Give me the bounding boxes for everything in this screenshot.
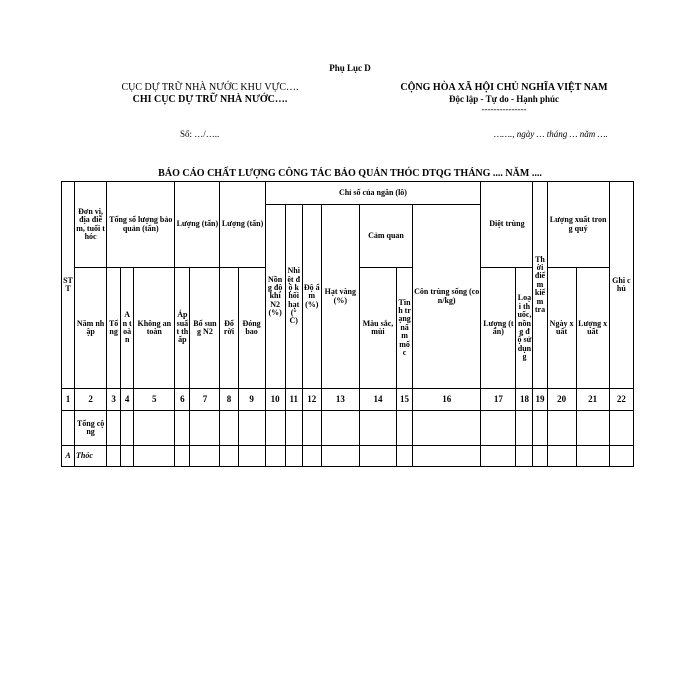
table-cell bbox=[609, 411, 633, 446]
report-title: BÁO CÁO CHẤT LƯỢNG CÔNG TÁC BẢO QUẢN THÓC DTQG THÁNG .... NĂM .... bbox=[158, 168, 542, 179]
header-sensory: Cảm quan bbox=[359, 205, 412, 268]
table-row-a bbox=[62, 446, 634, 467]
national-title: CỘNG HÒA XÃ HỘI CHỦ NGHĨA VIỆT NAM bbox=[400, 82, 608, 93]
column-number: 4 bbox=[121, 389, 134, 411]
table-cell bbox=[220, 446, 238, 467]
table-cell bbox=[302, 446, 321, 467]
table-cell bbox=[238, 446, 265, 467]
header-export-quantity: Lượng xuất bbox=[576, 268, 609, 389]
header-unsafe: Không an toàn bbox=[134, 268, 175, 389]
table-cell bbox=[121, 446, 134, 467]
column-number: 2 bbox=[75, 389, 107, 411]
header-total-storage: Tổng số lượng bảo quản (tấn) bbox=[107, 182, 175, 268]
table-cell bbox=[107, 446, 121, 467]
header-quarterly-export: Lượng xuất trong quý bbox=[547, 182, 609, 268]
header-pest-control: Diệt trùng bbox=[481, 182, 533, 268]
table-cell bbox=[576, 446, 609, 467]
row-total-label: Tổng cộng bbox=[75, 411, 107, 446]
column-number: 9 bbox=[238, 389, 265, 411]
table-cell bbox=[175, 411, 190, 446]
table-cell bbox=[397, 411, 413, 446]
column-number: 20 bbox=[547, 389, 576, 411]
table-cell bbox=[190, 411, 220, 446]
table-cell bbox=[302, 411, 321, 446]
column-number: 12 bbox=[302, 389, 321, 411]
column-number: 8 bbox=[220, 389, 238, 411]
column-number: 11 bbox=[285, 389, 302, 411]
header-unit: Đơn vị, địa điểm, tuổi thóc bbox=[75, 182, 107, 268]
header-pest-quantity: Lượng (tấn) bbox=[481, 268, 516, 389]
header-live-insects: Côn trùng sống (con/kg) bbox=[413, 205, 481, 389]
table-cell bbox=[121, 411, 134, 446]
column-number: 5 bbox=[134, 389, 175, 411]
table-cell bbox=[321, 446, 359, 467]
table-cell bbox=[609, 446, 633, 467]
header-inspection-time: Thời điểm kiểm tra bbox=[533, 182, 547, 389]
national-motto: Độc lập - Tự do - Hạnh phúc bbox=[448, 94, 559, 104]
column-number: 21 bbox=[576, 389, 609, 411]
header-color-smell: Màu sắc, mùi bbox=[359, 268, 396, 389]
header-n2-supplement: Bổ sung N2 bbox=[190, 268, 220, 389]
table-cell bbox=[516, 446, 533, 467]
column-number: 17 bbox=[481, 389, 516, 411]
table-cell bbox=[547, 446, 576, 467]
table-cell bbox=[576, 411, 609, 446]
table-cell bbox=[62, 411, 75, 446]
table-cell bbox=[134, 446, 175, 467]
table-cell bbox=[533, 446, 547, 467]
header-indicators: Chỉ số của ngăn (lô) bbox=[265, 182, 481, 205]
column-number: 16 bbox=[413, 389, 481, 411]
table-cell bbox=[190, 446, 220, 467]
header-moisture: Độ ẩm (%) bbox=[302, 205, 321, 389]
table-cell bbox=[285, 411, 302, 446]
table-cell bbox=[413, 411, 481, 446]
header-stt: STT bbox=[62, 182, 75, 389]
column-number: 13 bbox=[321, 389, 359, 411]
table-row-total bbox=[62, 411, 634, 446]
column-number: 19 bbox=[533, 389, 547, 411]
header-mold-state: Tình trạng nấm mốc bbox=[397, 268, 413, 389]
column-number: 6 bbox=[175, 389, 190, 411]
table-cell bbox=[265, 446, 285, 467]
report-table bbox=[61, 181, 634, 467]
header-total: Tổng bbox=[107, 268, 121, 389]
table-cell bbox=[265, 411, 285, 446]
table-cell bbox=[321, 411, 359, 446]
column-number: 18 bbox=[516, 389, 533, 411]
table-cell bbox=[359, 411, 396, 446]
header-yellow-grain: Hạt vàng (%) bbox=[321, 205, 359, 389]
header-low-pressure: Áp suất thấp bbox=[175, 268, 190, 389]
org-line-2: CHI CỤC DỰ TRỮ NHÀ NƯỚC…. bbox=[132, 94, 288, 105]
column-number: 14 bbox=[359, 389, 396, 411]
table-cell bbox=[516, 411, 533, 446]
header-drug-type: Loại thuốc, nồng độ sử dụng bbox=[516, 268, 533, 389]
table-cell bbox=[413, 446, 481, 467]
document-number: Số: …/….. bbox=[180, 129, 220, 139]
header-year-import: Năm nhập bbox=[75, 268, 107, 389]
header-quantity-1: Lượng (tấn) bbox=[175, 182, 220, 268]
table-cell bbox=[481, 446, 516, 467]
table-cell bbox=[134, 411, 175, 446]
column-number: 15 bbox=[397, 389, 413, 411]
header-safe: An toàn bbox=[121, 268, 134, 389]
org-line-1: CỤC DỰ TRỮ NHÀ NƯỚC KHU VỰC…. bbox=[121, 82, 299, 93]
row-a-label: Thóc bbox=[75, 446, 107, 467]
table-cell bbox=[547, 411, 576, 446]
column-number: 3 bbox=[107, 389, 121, 411]
table-cell bbox=[359, 446, 396, 467]
table-cell bbox=[285, 446, 302, 467]
header-export-date: Ngày xuất bbox=[547, 268, 576, 389]
column-number: 7 bbox=[190, 389, 220, 411]
header-loose: Đổ rời bbox=[220, 268, 238, 389]
table-cell bbox=[220, 411, 238, 446]
column-number: 22 bbox=[609, 389, 633, 411]
table-cell bbox=[238, 411, 265, 446]
date-line: ……., ngày … tháng … năm …. bbox=[494, 129, 608, 139]
row-a-index: A bbox=[62, 446, 75, 467]
header-bagged: Đóng bao bbox=[238, 268, 265, 389]
table-cell bbox=[107, 411, 121, 446]
table-cell bbox=[533, 411, 547, 446]
table-cell bbox=[397, 446, 413, 467]
table-cell bbox=[481, 411, 516, 446]
appendix-label: Phụ Lục D bbox=[329, 63, 371, 73]
table-cell bbox=[175, 446, 190, 467]
column-number: 1 bbox=[62, 389, 75, 411]
column-number: 10 bbox=[265, 389, 285, 411]
header-grain-temp: Nhiệt độ khối hạt (°C) bbox=[285, 205, 302, 389]
header-quantity-2: Lượng (tấn) bbox=[220, 182, 265, 268]
column-number-row bbox=[62, 389, 634, 411]
header-n2-concentration: Nồng độ khí N2 (%) bbox=[265, 205, 285, 389]
motto-divider: --------------- bbox=[481, 104, 527, 114]
header-note: Ghi chú bbox=[609, 182, 633, 389]
